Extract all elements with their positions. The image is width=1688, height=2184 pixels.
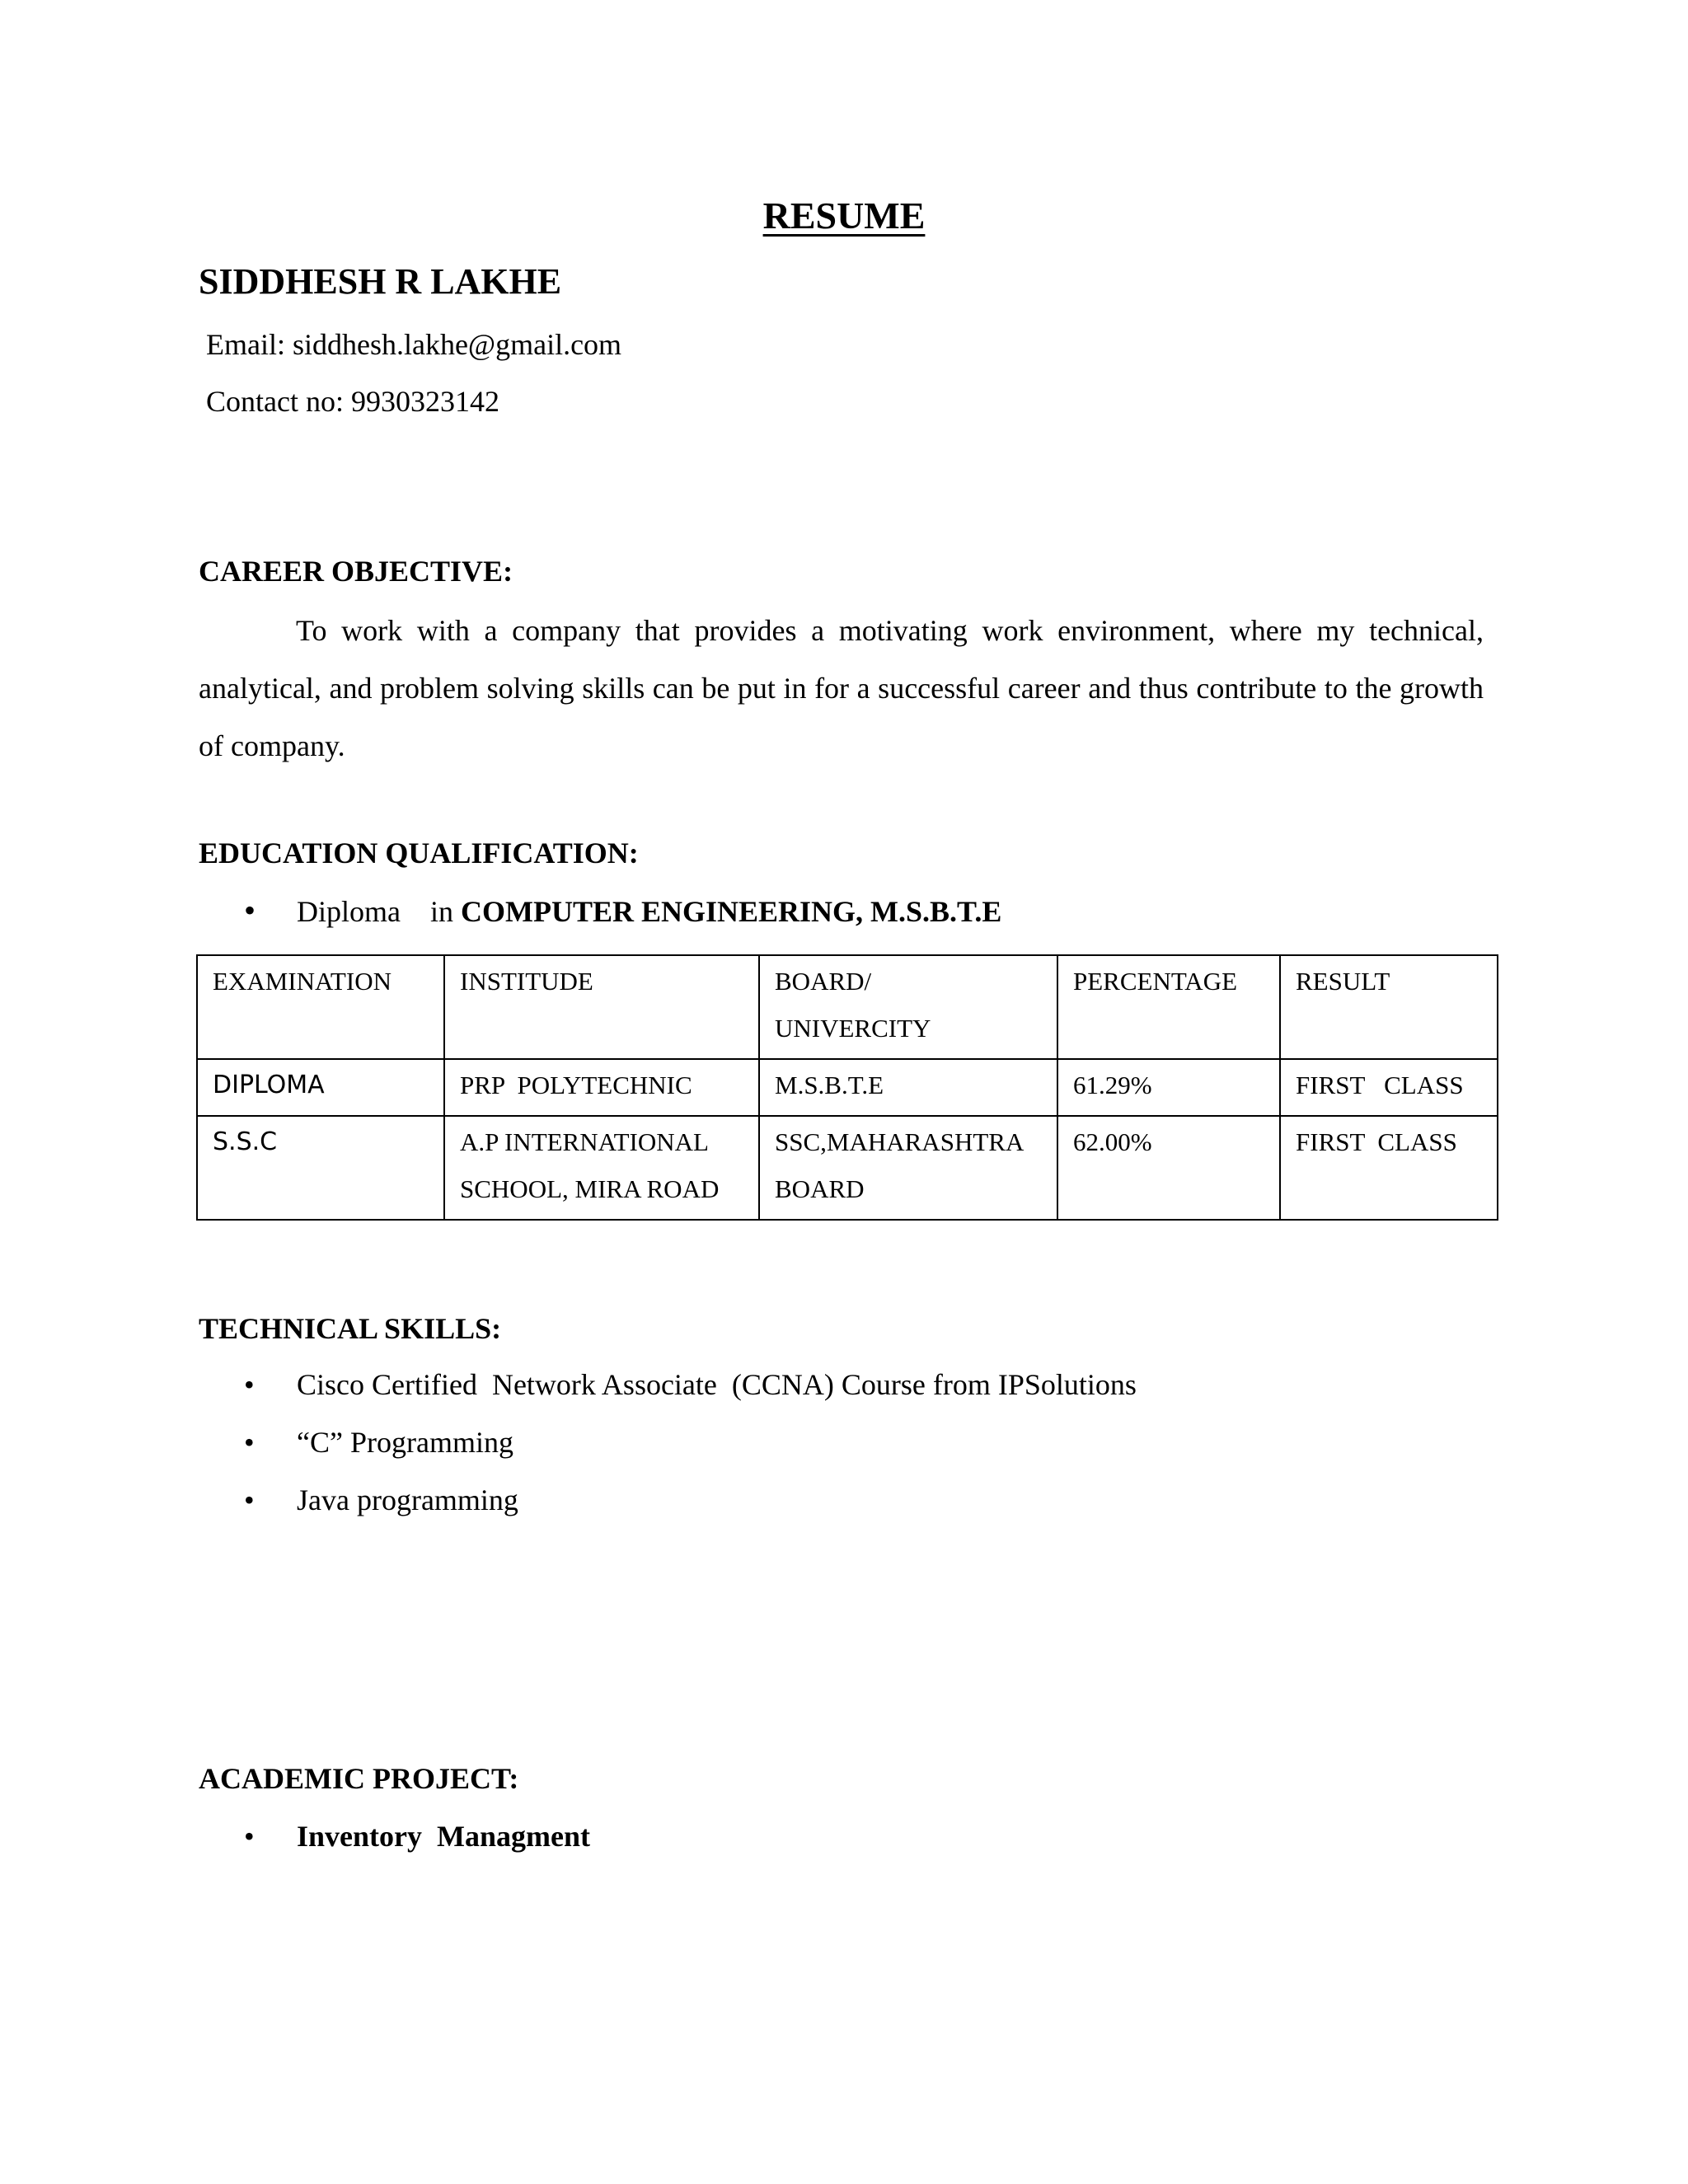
- cell-examination: DIPLOMA: [197, 1059, 444, 1116]
- list-item: [244, 1364, 1137, 1405]
- skill-text: Java programming: [297, 1483, 518, 1516]
- header-result: RESULT: [1280, 955, 1498, 1059]
- contact-number-line: Contact no: 9930323142: [206, 385, 499, 418]
- education-table: [196, 954, 1498, 1221]
- cell-examination: S.S.C: [197, 1116, 444, 1220]
- degree-name: COMPUTER ENGINEERING, M.S.B.T.E: [460, 895, 1002, 928]
- resume-title: RESUME: [762, 194, 926, 237]
- academic-project-heading: ACADEMIC PROJECT:: [199, 1762, 519, 1795]
- bullet-icon: •: [244, 1820, 255, 1853]
- career-objective-heading: CAREER OBJECTIVE:: [199, 555, 513, 588]
- header-board: BOARD/ UNIVERCITY: [759, 955, 1057, 1059]
- list-item: [244, 1816, 590, 1857]
- table-row: [197, 1116, 1498, 1220]
- cell-board: M.S.B.T.E: [759, 1059, 1057, 1116]
- education-degree-line: [244, 890, 1001, 932]
- career-objective-body: To work with a company that provides a motivating work environment, where my technical, analytical, and problem solving skills can be put in for a successful career and thus contribute to the growth of company.: [199, 614, 1484, 762]
- bullet-icon: •: [244, 1368, 255, 1401]
- table-header-row: [197, 955, 1498, 1059]
- email-line: Email: siddhesh.lakhe@gmail.com: [206, 328, 622, 361]
- bullet-icon: •: [244, 892, 256, 929]
- cell-result: FIRST CLASS: [1280, 1059, 1498, 1116]
- career-objective-text: [199, 602, 1484, 775]
- education-heading: EDUCATION QUALIFICATION:: [199, 837, 639, 869]
- skill-text: “C” Programming: [297, 1426, 513, 1459]
- cell-board: SSC,MAHARASHTRA BOARD: [759, 1116, 1057, 1220]
- cell-result: FIRST CLASS: [1280, 1116, 1498, 1220]
- cell-institude: A.P INTERNATIONAL SCHOOL, MIRA ROAD: [444, 1116, 759, 1220]
- list-item: [244, 1479, 518, 1521]
- candidate-name: SIDDHESH R LAKHE: [199, 261, 562, 302]
- bullet-icon: •: [244, 1483, 255, 1516]
- cell-percentage: 61.29%: [1057, 1059, 1280, 1116]
- table-row: [197, 1059, 1498, 1116]
- bullet-icon: •: [244, 1426, 255, 1459]
- cell-percentage: 62.00%: [1057, 1116, 1280, 1220]
- technical-skills-heading: TECHNICAL SKILLS:: [199, 1312, 502, 1345]
- cell-institude: PRP POLYTECHNIC: [444, 1059, 759, 1116]
- degree-prefix: Diploma in: [297, 895, 461, 928]
- header-percentage: PERCENTAGE: [1057, 955, 1280, 1059]
- project-name: Inventory Managment: [297, 1820, 590, 1853]
- list-item: [244, 1422, 513, 1463]
- header-examination: EXAMINATION: [197, 955, 444, 1059]
- header-institude: INSTITUDE: [444, 955, 759, 1059]
- skill-text: Cisco Certified Network Associate (CCNA) Course from IPSolutions: [297, 1368, 1137, 1401]
